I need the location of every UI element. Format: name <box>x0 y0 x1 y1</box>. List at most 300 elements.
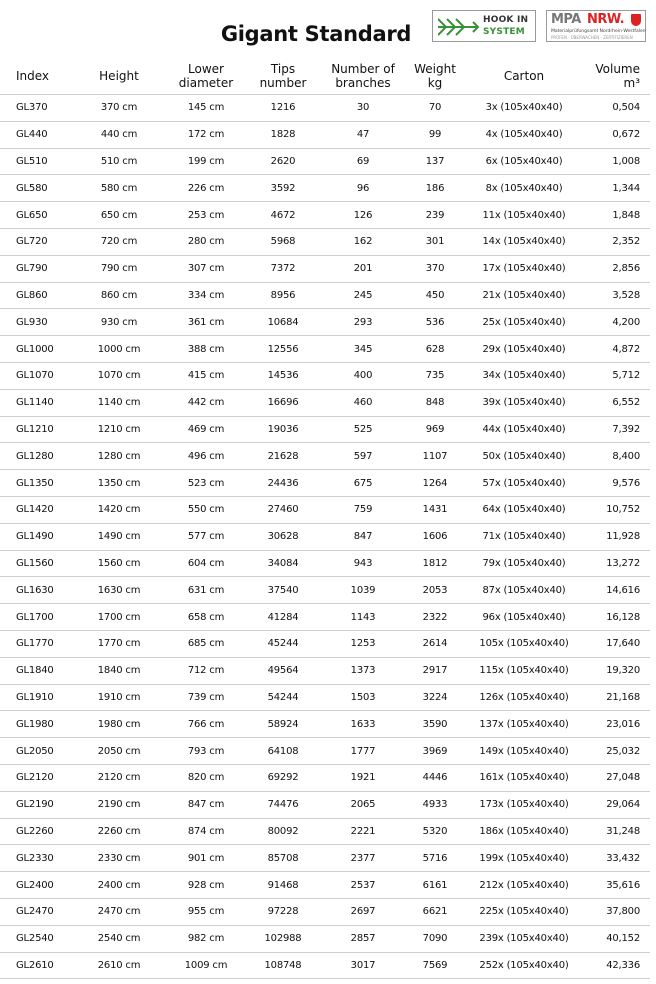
table-cell: 99 <box>404 121 466 148</box>
table-row <box>0 630 650 657</box>
table-cell: 1216 <box>244 95 322 122</box>
table-cell: 2120 cm <box>70 764 168 791</box>
mpa-logo-part2: NRW. <box>587 12 625 27</box>
table-cell: 79x (105x40x40) <box>466 550 582 577</box>
table-row <box>0 872 650 899</box>
table-cell: 173x (105x40x40) <box>466 791 582 818</box>
column-header: Weight kg <box>404 58 466 95</box>
table-cell: 2330 cm <box>70 845 168 872</box>
table-cell: 2917 <box>404 657 466 684</box>
table-cell: 9,576 <box>582 470 650 497</box>
table-row <box>0 255 650 282</box>
table-row <box>0 684 650 711</box>
table-cell: 3969 <box>404 738 466 765</box>
table-cell: 2065 <box>322 791 404 818</box>
column-header: Carton <box>466 58 582 95</box>
table-cell: 85708 <box>244 845 322 872</box>
table-cell: 969 <box>404 416 466 443</box>
shield-icon <box>631 14 641 26</box>
table-cell: 58924 <box>244 711 322 738</box>
table-cell: 1070 cm <box>70 362 168 389</box>
table-cell: 239 <box>404 202 466 229</box>
table-cell: 47 <box>322 121 404 148</box>
table-cell: 2260 cm <box>70 818 168 845</box>
table-cell: GL860 <box>0 282 70 309</box>
column-header: Volume m³ <box>582 58 650 95</box>
table-row <box>0 898 650 925</box>
table-cell: GL1770 <box>0 630 70 657</box>
table-cell: GL650 <box>0 202 70 229</box>
table-cell: 225x (105x40x40) <box>466 898 582 925</box>
table-cell: 10684 <box>244 309 322 336</box>
table-cell: 1812 <box>404 550 466 577</box>
table-cell: 301 <box>404 228 466 255</box>
table-cell: 5320 <box>404 818 466 845</box>
table-cell: 19,320 <box>582 657 650 684</box>
table-cell: 293 <box>322 309 404 336</box>
column-header: Tips number <box>244 58 322 95</box>
table-row <box>0 95 650 122</box>
table-cell: 1264 <box>404 470 466 497</box>
table-cell: 162 <box>322 228 404 255</box>
table-cell: GL2330 <box>0 845 70 872</box>
table-cell: 415 cm <box>168 362 244 389</box>
table-row <box>0 818 650 845</box>
table-cell: 23,016 <box>582 711 650 738</box>
table-row <box>0 711 650 738</box>
table-cell: 253 cm <box>168 202 244 229</box>
table-cell: 105x (105x40x40) <box>466 630 582 657</box>
mpa-logo-part1: MPA <box>551 12 581 27</box>
table-cell: GL2260 <box>0 818 70 845</box>
table-cell: 27460 <box>244 496 322 523</box>
table-row <box>0 764 650 791</box>
table-cell: 70 <box>404 95 466 122</box>
table-cell: 3224 <box>404 684 466 711</box>
table-cell: 460 <box>322 389 404 416</box>
table-cell: 186x (105x40x40) <box>466 818 582 845</box>
table-cell: 860 cm <box>70 282 168 309</box>
spec-table <box>0 58 650 979</box>
table-body <box>0 95 650 979</box>
table-row <box>0 657 650 684</box>
mpa-logo-tagline: PRÜFEN · ÜBERWACHEN · ZERTIFIZIEREN <box>551 35 633 40</box>
table-cell: 847 cm <box>168 791 244 818</box>
table-cell: 790 cm <box>70 255 168 282</box>
table-cell: 39x (105x40x40) <box>466 389 582 416</box>
table-cell: 10,752 <box>582 496 650 523</box>
table-cell: GL2540 <box>0 925 70 952</box>
table-row <box>0 925 650 952</box>
table-cell: GL1840 <box>0 657 70 684</box>
table-cell: GL2120 <box>0 764 70 791</box>
table-cell: 580 cm <box>70 175 168 202</box>
table-cell: 1921 <box>322 764 404 791</box>
table-cell: 115x (105x40x40) <box>466 657 582 684</box>
table-cell: 1633 <box>322 711 404 738</box>
table-cell: 685 cm <box>168 630 244 657</box>
table-cell: 12556 <box>244 336 322 363</box>
table-cell: GL2190 <box>0 791 70 818</box>
table-row <box>0 738 650 765</box>
table-cell: GL1910 <box>0 684 70 711</box>
table-cell: 5,712 <box>582 362 650 389</box>
table-row <box>0 845 650 872</box>
table-cell: 307 cm <box>168 255 244 282</box>
table-cell: 4672 <box>244 202 322 229</box>
table-cell: 361 cm <box>168 309 244 336</box>
table-cell: 239x (105x40x40) <box>466 925 582 952</box>
table-cell: GL1700 <box>0 604 70 631</box>
table-cell: 186 <box>404 175 466 202</box>
table-cell: 21628 <box>244 443 322 470</box>
table-cell: 3017 <box>322 952 404 979</box>
table-cell: 631 cm <box>168 577 244 604</box>
table-row <box>0 416 650 443</box>
table-cell: 370 <box>404 255 466 282</box>
table-cell: 21,168 <box>582 684 650 711</box>
table-cell: 1009 cm <box>168 952 244 979</box>
table-cell: 7372 <box>244 255 322 282</box>
table-cell: 8x (105x40x40) <box>466 175 582 202</box>
table-cell: 536 <box>404 309 466 336</box>
table-cell: 2053 <box>404 577 466 604</box>
table-cell: 1503 <box>322 684 404 711</box>
table-cell: 955 cm <box>168 898 244 925</box>
table-cell: 469 cm <box>168 416 244 443</box>
table-row <box>0 791 650 818</box>
table-cell: 17,640 <box>582 630 650 657</box>
table-cell: GL1350 <box>0 470 70 497</box>
table-row <box>0 175 650 202</box>
table-cell: 87x (105x40x40) <box>466 577 582 604</box>
table-cell: 96x (105x40x40) <box>466 604 582 631</box>
table-cell: 930 cm <box>70 309 168 336</box>
table-cell: 64108 <box>244 738 322 765</box>
table-cell: 30628 <box>244 523 322 550</box>
table-cell: GL1280 <box>0 443 70 470</box>
table-cell: 1828 <box>244 121 322 148</box>
column-header: Number of branches <box>322 58 404 95</box>
table-cell: 3590 <box>404 711 466 738</box>
table-cell: 199x (105x40x40) <box>466 845 582 872</box>
table-cell: 735 <box>404 362 466 389</box>
column-header: Index <box>0 58 70 95</box>
table-cell: 3,528 <box>582 282 650 309</box>
table-cell: 201 <box>322 255 404 282</box>
table-cell: 2,856 <box>582 255 650 282</box>
table-row <box>0 121 650 148</box>
table-row <box>0 336 650 363</box>
table-cell: GL1420 <box>0 496 70 523</box>
table-row <box>0 577 650 604</box>
table-row <box>0 550 650 577</box>
table-cell: GL1560 <box>0 550 70 577</box>
table-cell: 74476 <box>244 791 322 818</box>
table-cell: 1107 <box>404 443 466 470</box>
table-cell: 1700 cm <box>70 604 168 631</box>
table-cell: GL1630 <box>0 577 70 604</box>
page-title: Gigant Standard <box>220 22 412 46</box>
table-cell: 145 cm <box>168 95 244 122</box>
table-row <box>0 496 650 523</box>
table-cell: 496 cm <box>168 443 244 470</box>
table-cell: 4,200 <box>582 309 650 336</box>
table-cell: 847 <box>322 523 404 550</box>
table-cell: GL2050 <box>0 738 70 765</box>
table-cell: 2620 <box>244 148 322 175</box>
table-cell: 4x (105x40x40) <box>466 121 582 148</box>
table-cell: 37540 <box>244 577 322 604</box>
table-cell: 91468 <box>244 872 322 899</box>
table-cell: 14,616 <box>582 577 650 604</box>
table-cell: 2697 <box>322 898 404 925</box>
table-cell: 2,352 <box>582 228 650 255</box>
table-cell: 1253 <box>322 630 404 657</box>
table-cell: 8956 <box>244 282 322 309</box>
table-cell: 1350 cm <box>70 470 168 497</box>
table-cell: 172 cm <box>168 121 244 148</box>
table-row <box>0 952 650 979</box>
table-cell: 3592 <box>244 175 322 202</box>
table-cell: 44x (105x40x40) <box>466 416 582 443</box>
table-cell: 6x (105x40x40) <box>466 148 582 175</box>
table-cell: 16,128 <box>582 604 650 631</box>
table-cell: 450 <box>404 282 466 309</box>
column-header: Height <box>70 58 168 95</box>
table-cell: 6,552 <box>582 389 650 416</box>
table-cell: GL1980 <box>0 711 70 738</box>
table-cell: 525 <box>322 416 404 443</box>
table-cell: 793 cm <box>168 738 244 765</box>
table-cell: 97228 <box>244 898 322 925</box>
table-cell: 577 cm <box>168 523 244 550</box>
table-cell: 14536 <box>244 362 322 389</box>
table-cell: 650 cm <box>70 202 168 229</box>
table-cell: 25,032 <box>582 738 650 765</box>
table-row <box>0 202 650 229</box>
table-cell: 2221 <box>322 818 404 845</box>
table-cell: 6621 <box>404 898 466 925</box>
table-cell: 11x (105x40x40) <box>466 202 582 229</box>
table-cell: 126x (105x40x40) <box>466 684 582 711</box>
table-cell: 1,344 <box>582 175 650 202</box>
table-cell: 2190 cm <box>70 791 168 818</box>
table-cell: 943 <box>322 550 404 577</box>
table-cell: 345 <box>322 336 404 363</box>
table-cell: 1039 <box>322 577 404 604</box>
table-cell: 658 cm <box>168 604 244 631</box>
table-cell: 71x (105x40x40) <box>466 523 582 550</box>
table-cell: 2377 <box>322 845 404 872</box>
table-cell: 7569 <box>404 952 466 979</box>
table-cell: 820 cm <box>168 764 244 791</box>
table-cell: 8,400 <box>582 443 650 470</box>
table-cell: 161x (105x40x40) <box>466 764 582 791</box>
table-cell: 29,064 <box>582 791 650 818</box>
mpa-nrw-logo <box>546 10 646 42</box>
table-cell: 57x (105x40x40) <box>466 470 582 497</box>
table-cell: 5716 <box>404 845 466 872</box>
table-cell: 69292 <box>244 764 322 791</box>
table-cell: 874 cm <box>168 818 244 845</box>
table-cell: GL1070 <box>0 362 70 389</box>
table-cell: 2610 cm <box>70 952 168 979</box>
table-cell: 0,672 <box>582 121 650 148</box>
table-cell: 37,800 <box>582 898 650 925</box>
table-row <box>0 362 650 389</box>
table-cell: 1420 cm <box>70 496 168 523</box>
table-cell: 14x (105x40x40) <box>466 228 582 255</box>
table-cell: 1373 <box>322 657 404 684</box>
hook-logo-line1: HOOK IN <box>483 15 529 25</box>
table-cell: 16696 <box>244 389 322 416</box>
table-cell: 7,392 <box>582 416 650 443</box>
table-cell: 1000 cm <box>70 336 168 363</box>
table-row <box>0 309 650 336</box>
table-cell: 35,616 <box>582 872 650 899</box>
table-cell: 31,248 <box>582 818 650 845</box>
table-cell: 80092 <box>244 818 322 845</box>
table-cell: 550 cm <box>168 496 244 523</box>
table-cell: 212x (105x40x40) <box>466 872 582 899</box>
table-cell: 1560 cm <box>70 550 168 577</box>
table-cell: 42,336 <box>582 952 650 979</box>
table-cell: GL1210 <box>0 416 70 443</box>
table-cell: 400 <box>322 362 404 389</box>
table-cell: 5968 <box>244 228 322 255</box>
table-cell: 33,432 <box>582 845 650 872</box>
table-cell: 24436 <box>244 470 322 497</box>
table-row <box>0 148 650 175</box>
table-cell: GL1000 <box>0 336 70 363</box>
table-cell: 137x (105x40x40) <box>466 711 582 738</box>
table-cell: 370 cm <box>70 95 168 122</box>
table-cell: 226 cm <box>168 175 244 202</box>
table-cell: 1630 cm <box>70 577 168 604</box>
table-cell: 2857 <box>322 925 404 952</box>
table-cell: GL2610 <box>0 952 70 979</box>
table-cell: 2470 cm <box>70 898 168 925</box>
chevron-arrows-icon <box>438 17 480 37</box>
table-cell: 280 cm <box>168 228 244 255</box>
table-cell: GL2400 <box>0 872 70 899</box>
table-cell: 137 <box>404 148 466 175</box>
table-cell: 1143 <box>322 604 404 631</box>
table-cell: 1980 cm <box>70 711 168 738</box>
table-cell: 7090 <box>404 925 466 952</box>
table-cell: 245 <box>322 282 404 309</box>
table-cell: 510 cm <box>70 148 168 175</box>
table-cell: 928 cm <box>168 872 244 899</box>
table-cell: 1210 cm <box>70 416 168 443</box>
table-cell: 41284 <box>244 604 322 631</box>
table-cell: GL510 <box>0 148 70 175</box>
table-cell: 523 cm <box>168 470 244 497</box>
table-cell: 1,008 <box>582 148 650 175</box>
table-cell: 3x (105x40x40) <box>466 95 582 122</box>
table-cell: 1840 cm <box>70 657 168 684</box>
table-cell: 108748 <box>244 952 322 979</box>
table-cell: 675 <box>322 470 404 497</box>
table-cell: 388 cm <box>168 336 244 363</box>
table-cell: 1770 cm <box>70 630 168 657</box>
table-cell: 4,872 <box>582 336 650 363</box>
column-header: Lower diameter <box>168 58 244 95</box>
table-cell: 2400 cm <box>70 872 168 899</box>
table-cell: 1431 <box>404 496 466 523</box>
table-cell: 34084 <box>244 550 322 577</box>
table-cell: 2537 <box>322 872 404 899</box>
table-cell: 19036 <box>244 416 322 443</box>
table-row <box>0 389 650 416</box>
table-cell: 2322 <box>404 604 466 631</box>
table-cell: 102988 <box>244 925 322 952</box>
table-row <box>0 523 650 550</box>
table-cell: 17x (105x40x40) <box>466 255 582 282</box>
table-cell: 1777 <box>322 738 404 765</box>
table-row <box>0 282 650 309</box>
table-cell: 34x (105x40x40) <box>466 362 582 389</box>
table-cell: 149x (105x40x40) <box>466 738 582 765</box>
table-cell: 21x (105x40x40) <box>466 282 582 309</box>
table-header-row <box>0 58 650 95</box>
table-cell: 334 cm <box>168 282 244 309</box>
table-cell: 2050 cm <box>70 738 168 765</box>
table-cell: 252x (105x40x40) <box>466 952 582 979</box>
table-cell: 628 <box>404 336 466 363</box>
table-cell: 720 cm <box>70 228 168 255</box>
table-cell: 69 <box>322 148 404 175</box>
table-cell: 597 <box>322 443 404 470</box>
table-cell: 126 <box>322 202 404 229</box>
table-cell: 1,848 <box>582 202 650 229</box>
table-cell: 4933 <box>404 791 466 818</box>
table-cell: 50x (105x40x40) <box>466 443 582 470</box>
table-cell: 13,272 <box>582 550 650 577</box>
table-cell: 1140 cm <box>70 389 168 416</box>
table-row <box>0 443 650 470</box>
table-row <box>0 470 650 497</box>
table-cell: 199 cm <box>168 148 244 175</box>
mpa-logo-subtitle: Materialprüfungsamt Nordrhein-Westfalen <box>551 29 646 34</box>
table-cell: 604 cm <box>168 550 244 577</box>
table-cell: 1910 cm <box>70 684 168 711</box>
table-cell: 30 <box>322 95 404 122</box>
table-cell: GL580 <box>0 175 70 202</box>
hook-logo-line2: SYSTEM <box>483 27 525 37</box>
table-cell: GL930 <box>0 309 70 336</box>
table-cell: GL2470 <box>0 898 70 925</box>
table-cell: 759 <box>322 496 404 523</box>
table-cell: 2540 cm <box>70 925 168 952</box>
table-cell: 40,152 <box>582 925 650 952</box>
table-cell: 27,048 <box>582 764 650 791</box>
table-row <box>0 604 650 631</box>
table-cell: 6161 <box>404 872 466 899</box>
table-cell: GL1490 <box>0 523 70 550</box>
table-cell: GL370 <box>0 95 70 122</box>
table-cell: 45244 <box>244 630 322 657</box>
table-cell: 739 cm <box>168 684 244 711</box>
table-cell: GL720 <box>0 228 70 255</box>
table-cell: 901 cm <box>168 845 244 872</box>
table-cell: 2614 <box>404 630 466 657</box>
table-cell: 11,928 <box>582 523 650 550</box>
table-cell: 54244 <box>244 684 322 711</box>
table-cell: 442 cm <box>168 389 244 416</box>
table-cell: 0,504 <box>582 95 650 122</box>
